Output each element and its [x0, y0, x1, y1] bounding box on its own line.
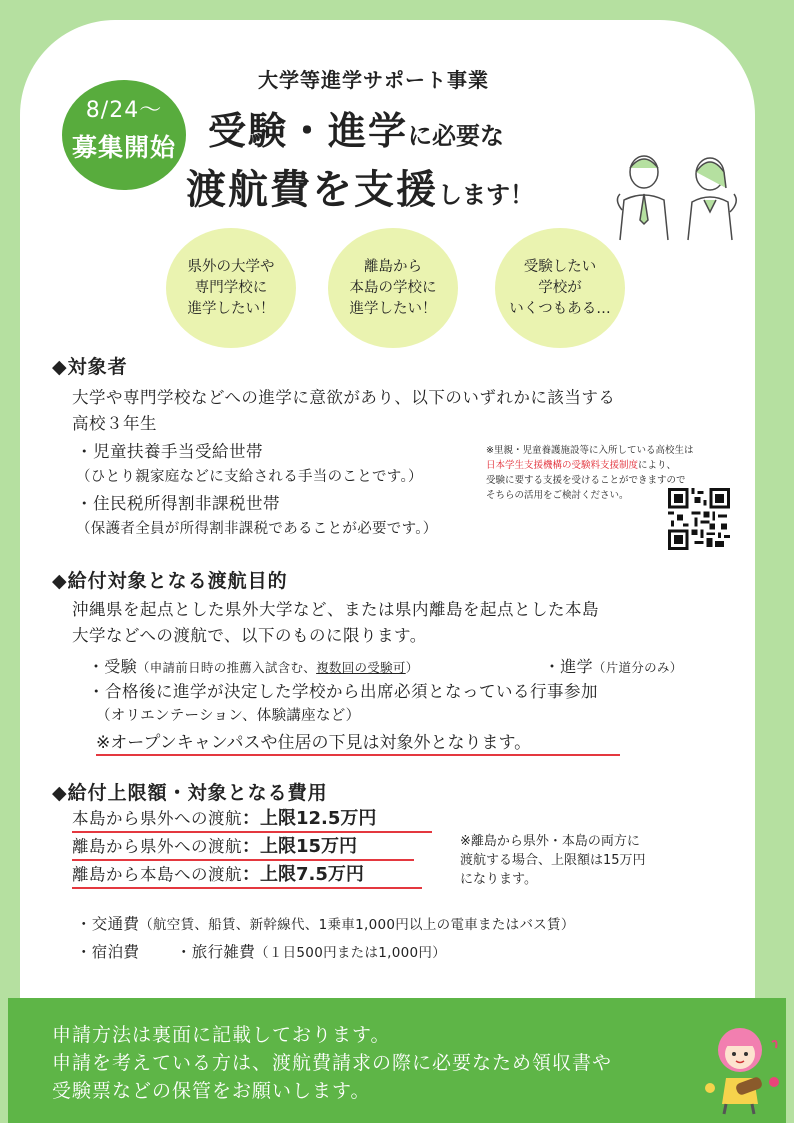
headline-small-1: に必要な	[408, 122, 505, 150]
section-eligibility-title: ◆対象者	[52, 356, 128, 378]
eligibility-item-2: ・住民税所得割非課税世帯	[76, 494, 280, 513]
exclusion-note: ※オープンキャンパスや住居の下見は対象外となります。	[96, 728, 620, 756]
cost-label: ・交通費	[76, 915, 140, 933]
jasso-program-name: 日本学生支援機構の受験料支援制度	[486, 460, 639, 471]
bubble-line: 離島から	[364, 258, 422, 275]
purpose-item-events-note: （オリエンテーション、体験講座など）	[96, 708, 361, 724]
purpose-item-enrollment	[544, 654, 683, 677]
purpose-item-events: ・合格後に進学が決定した学校から出席必須となっている行事参加	[88, 682, 598, 701]
limit-island-to-main	[72, 860, 422, 889]
headline-small-2: します！	[438, 181, 534, 209]
limit-route: 離島から本島への渡航	[72, 865, 242, 884]
cost-label: ・宿泊費	[76, 943, 140, 961]
note-fragment: により、	[638, 460, 677, 471]
section-limit-title: ◆給付上限額・対象となる費用	[52, 782, 328, 804]
limit-note	[460, 832, 646, 889]
qr-code-icon[interactable]	[668, 488, 730, 550]
bubble-line: 本島の学校に	[349, 279, 437, 296]
project-title: 大学等進学サポート事業	[258, 68, 489, 92]
cost-label: ・旅行雑費	[176, 943, 256, 961]
multiple-exams-allowed: 複数回の受験可	[316, 660, 406, 675]
purpose-desc-1: 沖縄県を起点とした県外大学など、または県内離島を起点とした本島	[72, 600, 599, 619]
headline-big-1: 受験・進学	[208, 109, 409, 153]
mascot-icon	[702, 1020, 784, 1116]
foster-care-note	[486, 443, 693, 503]
bubble-line: いくつもある…	[509, 300, 611, 317]
bubble-line: 進学したい！	[349, 300, 437, 317]
enrollment-note: （片道分のみ）	[592, 660, 683, 675]
enrollment-label: ・進学	[544, 657, 593, 676]
bubble-line: 県外の大学や	[187, 258, 275, 275]
badge-text: 募集開始	[71, 133, 176, 162]
bubble-outside-prefecture	[166, 228, 296, 348]
note-line: になります。	[460, 872, 537, 887]
limit-amount: ：上限15万円	[242, 836, 358, 857]
headline-big-2: 渡航費を支援	[186, 167, 438, 213]
note-line: ※離島から県外・本島の両方に	[460, 834, 640, 849]
eligibility-item-1: ・児童扶養手当受給世帯	[76, 442, 263, 461]
eligibility-desc-1: 大学や専門学校などへの進学に意欲があり、以下のいずれかに該当する	[72, 388, 616, 407]
footer-line-2: 申請を考えている方は、渡航費請求の際に必要なため領収書や	[52, 1052, 613, 1074]
bubble-multiple-schools	[495, 228, 625, 348]
section-purpose-title: ◆給付対象となる渡航目的	[52, 570, 288, 592]
note-line: そちらの活用をご検討ください。	[486, 490, 629, 501]
cost-note: （１日500円または1,000円）	[255, 945, 447, 961]
exam-note: （申請前日時の推薦入試含む、	[136, 660, 317, 675]
recruitment-badge	[62, 80, 186, 190]
bubble-line: 進学したい！	[187, 300, 275, 317]
cost-note: （航空賃、船賃、新幹線代、1乗車1,000円以上の電車またはバス賃）	[139, 917, 575, 933]
note-line	[486, 458, 693, 473]
note-line: ※里親・児童養護施設等に入所している高校生は	[486, 445, 694, 456]
footer-line-1: 申請方法は裏面に記載しております。	[52, 1024, 391, 1046]
students-illustration	[612, 150, 752, 242]
badge-date: 8/24～	[85, 98, 163, 123]
headline-line-1	[208, 100, 504, 155]
limit-amount: ：上限7.5万円	[242, 864, 364, 885]
cost-lodging	[76, 940, 139, 962]
limit-route: 離島から県外への渡航	[72, 837, 242, 856]
bubble-line: 学校が	[538, 279, 582, 296]
exam-label: ・受験	[88, 657, 137, 676]
eligibility-desc-2: 高校３年生	[72, 414, 157, 433]
limit-main-to-outside	[72, 804, 432, 833]
note-line: 渡航する場合、上限額は15万円	[460, 853, 646, 868]
exam-note-close: ）	[405, 660, 419, 675]
bubble-line: 専門学校に	[194, 279, 268, 296]
limit-island-to-outside	[72, 832, 414, 861]
eligibility-item-2-note: （保護者全員が所得割非課税であることが必要です。）	[76, 521, 438, 537]
note-line: 受験に要する支援を受けることができますので	[486, 475, 686, 486]
footer-line-3: 受験票などの保管をお願いします。	[52, 1080, 371, 1102]
purpose-desc-2: 大学などへの渡航で、以下のものに限ります。	[72, 626, 427, 645]
headline-line-2	[186, 158, 534, 215]
bubble-line: 受験したい	[523, 258, 597, 275]
cost-misc	[176, 940, 446, 962]
cost-transport	[76, 912, 575, 934]
limit-route: 本島から県外への渡航	[72, 809, 242, 828]
eligibility-item-1-note: （ひとり親家庭などに支給される手当のことです。）	[76, 469, 423, 485]
purpose-item-exam	[88, 654, 419, 677]
bubble-remote-island	[328, 228, 458, 348]
footer-banner	[8, 998, 786, 1123]
limit-amount: ：上限12.5万円	[242, 808, 377, 829]
